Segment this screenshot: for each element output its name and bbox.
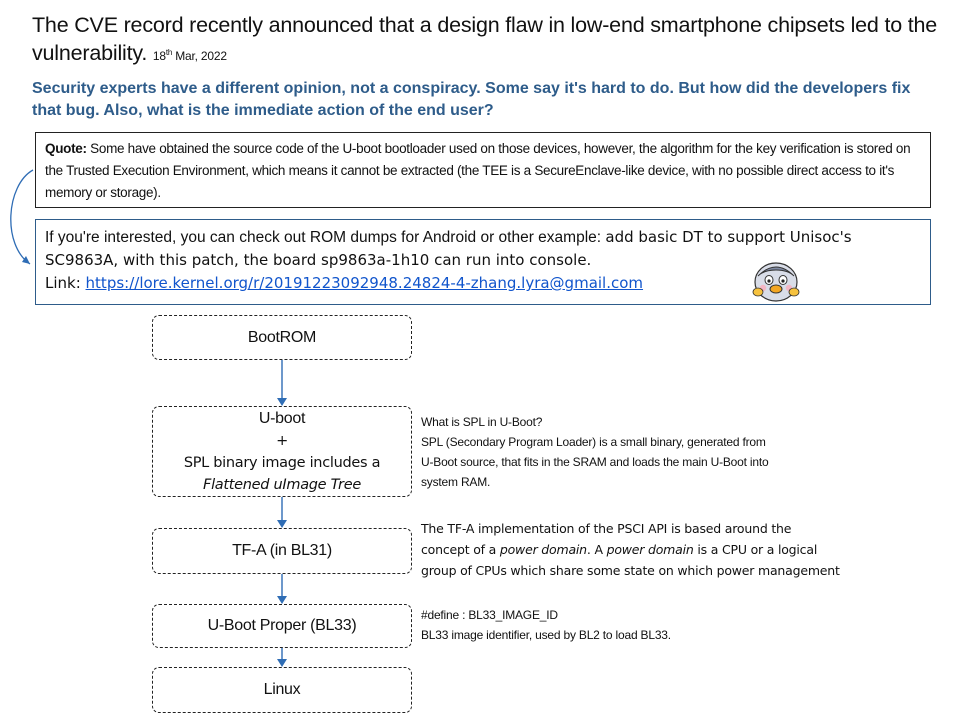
node-uboot-proper: U-Boot Proper (BL33) — [152, 604, 412, 648]
uboot-plus: + — [276, 432, 288, 449]
info-link-label: Link: — [45, 274, 86, 292]
date-day: 18 — [152, 49, 166, 63]
kernel-patch-link[interactable]: https://lore.kernel.org/r/20191223092948.24824-4-zhang.lyra@gmail.com — [85, 274, 644, 292]
note-spl-question: What is SPL in U-Boot? — [421, 415, 543, 429]
note-tfa-2e: is a CPU or a logical — [693, 542, 818, 557]
note-tfa-2d: power domain — [606, 542, 694, 557]
node-uboot-spl — [152, 406, 412, 497]
note-bl33 — [421, 605, 671, 645]
info-patch-text: add basic DT to support Unisoc's SC9863A, with this patch, the board sp9863a-1h10 can run into console. — [45, 228, 852, 269]
note-bl33-desc: BL33 image identifier, used by BL2 to load BL33. — [421, 628, 671, 642]
note-tfa — [421, 518, 840, 581]
note-spl-line1: SPL (Secondary Program Loader) is a small binary, generated from — [421, 435, 766, 449]
date-suffix: th — [165, 48, 173, 57]
note-tfa-2b: power domain — [499, 542, 587, 557]
uboot-spl-desc: SPL binary image includes a — [183, 454, 381, 471]
note-tfa-line3: group of CPUs which share some state on which power management — [421, 563, 840, 578]
note-spl-line3: system RAM. — [421, 475, 491, 489]
quote-text: Some have obtained the source code of the U-boot bootloader used on those devices, however, the algorithm for the key verification is stored on the Trusted Execution Environment, which means it cannot be extracted (the TEE is a SecureEnclave-like device, with no possible direct access to it's memory or storage). — [45, 141, 911, 200]
quote-label: Quote: — [45, 141, 87, 156]
note-spl — [421, 412, 768, 492]
page-subtitle: Security experts have a different opinion, not a conspiracy. Some say it's hard to do. But how did the developers fix that bug. Also, what is the immediate action of the end user? — [32, 80, 911, 119]
uboot-title: U-boot — [258, 409, 306, 427]
node-tfa: TF-A (in BL31) — [152, 528, 412, 574]
node-linux: Linux — [152, 667, 412, 713]
note-spl-line2: U-Boot source, that fits in the SRAM and loads the main U-Boot into — [421, 455, 769, 469]
note-bl33-define: #define : BL33_IMAGE_ID — [421, 608, 558, 622]
title-text: The CVE record recently announced that a design flaw in low-end smartphone chipsets led to the vulnerability. — [32, 13, 938, 65]
info-intro: If you're interested, you can check out ROM dumps for Android or other example: — [45, 229, 606, 246]
note-tfa-2a: concept of a — [421, 542, 500, 557]
note-tfa-line2 — [421, 539, 840, 560]
note-tfa-2c: . A — [586, 542, 607, 557]
node-bootrom: BootROM — [152, 315, 412, 360]
date-rest: Mar, 2022 — [172, 49, 227, 63]
uboot-fit-label: Flattened uImage Tree — [203, 476, 361, 493]
note-tfa-line1: The TF-A implementation of the PSCI API is based around the — [421, 521, 792, 536]
